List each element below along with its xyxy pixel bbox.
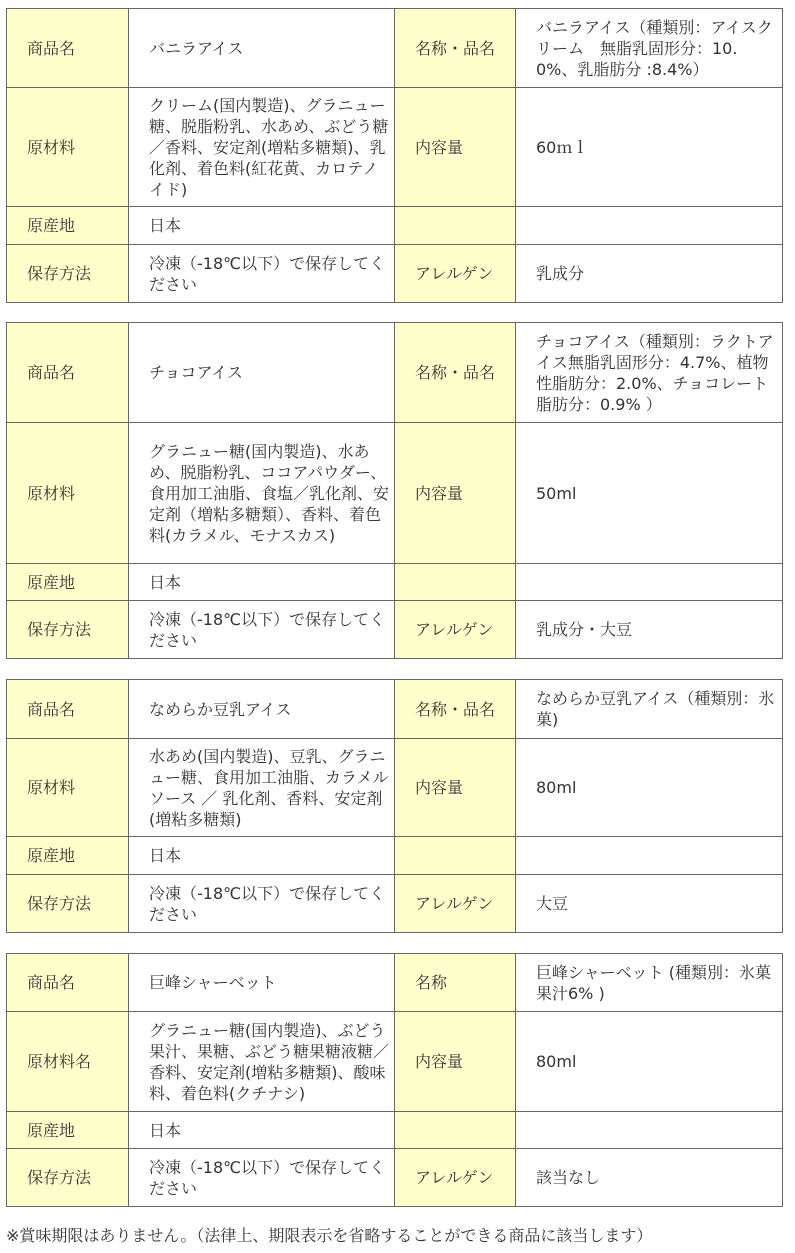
row-label: 原産地 (7, 207, 129, 245)
table-row (7, 564, 783, 601)
empty-cell (395, 837, 516, 875)
row-label: 商品名 (7, 954, 129, 1012)
product-name: チョコアイス (129, 323, 395, 423)
product-name: 巨峰シャーベット (129, 954, 395, 1012)
origin: 日本 (129, 1112, 395, 1149)
storage-method: 冷凍（-18℃以下）で保存してください (129, 1149, 395, 1207)
ingredients: 水あめ(国内製造)、豆乳、グラニュー糖、食用加工油脂、カラメルソース ／ 乳化剤、香料、安定剤(増粘多糖類) (129, 739, 395, 837)
storage-method: 冷凍（-18℃以下）で保存してください (129, 601, 395, 659)
row-label: 商品名 (7, 680, 129, 739)
table-row (7, 1112, 783, 1149)
origin: 日本 (129, 564, 395, 601)
row-label: 内容量 (395, 88, 516, 207)
storage-method: 冷凍（-18℃以下）で保存してください (129, 245, 395, 303)
table-row (7, 1149, 783, 1207)
product-table-soy-milk (6, 679, 783, 933)
product-table-kyoho-sherbet (6, 953, 788, 1207)
empty-cell (395, 207, 516, 245)
row-label: 原産地 (7, 564, 129, 601)
table-row (7, 601, 783, 659)
table-row (7, 88, 783, 207)
allergen: 乳成分・大豆 (516, 601, 783, 659)
row-label: アレルゲン (395, 875, 516, 933)
row-label: 原産地 (7, 837, 129, 875)
row-label: 原材料 (7, 423, 129, 564)
row-label: 原材料 (7, 88, 129, 207)
row-label: 保存方法 (7, 245, 129, 303)
row-label: 保存方法 (7, 601, 129, 659)
row-label: 原材料名 (7, 1012, 129, 1112)
row-label: 商品名 (7, 9, 129, 88)
origin: 日本 (129, 837, 395, 875)
product-category: チョコアイス（種類別：ラクトアイス無脂乳固形分：4.7%、植物性脂肪分：2.0%、チョコレート脂肪分：0.9% ） (516, 323, 783, 423)
product-name: なめらか豆乳アイス (129, 680, 395, 739)
product-category: バニラアイス（種類別：アイスクリーム 無脂乳固形分：10.0%、乳脂肪分 :8.4%） (516, 9, 783, 88)
product-category: 巨峰シャーベット (種類別：氷菓 果汁6% ) (516, 954, 783, 1012)
product-table-vanilla (6, 8, 783, 303)
footnote: ※賞味期限はありません。（法律上、期限表示を省略することができる商品に該当します） (6, 1226, 653, 1245)
row-label: 内容量 (395, 423, 516, 564)
empty-cell (516, 207, 783, 245)
row-label: 名称・品名 (395, 9, 516, 88)
storage-method: 冷凍（-18℃以下）で保存してください (129, 875, 395, 933)
empty-cell (395, 1112, 516, 1149)
allergen: 該当なし (516, 1149, 783, 1207)
table-row (7, 680, 783, 739)
row-label: 商品名 (7, 323, 129, 423)
row-label: 名称・品名 (395, 323, 516, 423)
empty-cell (516, 1112, 783, 1149)
empty-cell (395, 564, 516, 601)
empty-cell (516, 564, 783, 601)
volume: 80ml (516, 1012, 783, 1112)
row-label: 内容量 (395, 739, 516, 837)
volume: 60ｍｌ (516, 88, 783, 207)
row-label: 保存方法 (7, 875, 129, 933)
table-row (7, 423, 783, 564)
product-table-chocolate (6, 322, 783, 659)
table-row (7, 323, 783, 423)
table-row (7, 1012, 783, 1112)
ingredients: グラニュー糖(国内製造)、ぶどう果汁、果糖、ぶどう糖果糖液糖／香料、安定剤(増粘多糖類)、酸味料、着色料(クチナシ) (129, 1012, 395, 1112)
allergen: 大豆 (516, 875, 783, 933)
row-label: 名称 (395, 954, 516, 1012)
empty-cell (516, 837, 783, 875)
table-row (7, 207, 783, 245)
table-row (7, 245, 783, 303)
row-label: アレルゲン (395, 245, 516, 303)
volume: 80ml (516, 739, 783, 837)
table-row (7, 837, 783, 875)
row-label: 保存方法 (7, 1149, 129, 1207)
row-label: 内容量 (395, 1012, 516, 1112)
table-row (7, 739, 783, 837)
row-label: 名称・品名 (395, 680, 516, 739)
row-label: 原材料 (7, 739, 129, 837)
product-name: バニラアイス (129, 9, 395, 88)
ingredients: グラニュー糖(国内製造)、水あめ、脱脂粉乳、ココアパウダー、食用加工油脂、食塩／乳化剤、安定剤（増粘多糖類）、香料、着色料(カラメル、モナスカス) (129, 423, 395, 564)
allergen: 乳成分 (516, 245, 783, 303)
row-label: アレルゲン (395, 1149, 516, 1207)
row-label: 原産地 (7, 1112, 129, 1149)
product-category: なめらか豆乳アイス（種類別：氷菓) (516, 680, 783, 739)
table-row (7, 954, 783, 1012)
table-row (7, 875, 783, 933)
ingredients: クリーム(国内製造)、グラニュー糖、脱脂粉乳、水あめ、ぶどう糖／香料、安定剤(増粘多糖類)、乳化剤、着色料(紅花黄、カロテノイド) (129, 88, 395, 207)
table-row (7, 9, 783, 88)
volume: 50ml (516, 423, 783, 564)
origin: 日本 (129, 207, 395, 245)
row-label: アレルゲン (395, 601, 516, 659)
